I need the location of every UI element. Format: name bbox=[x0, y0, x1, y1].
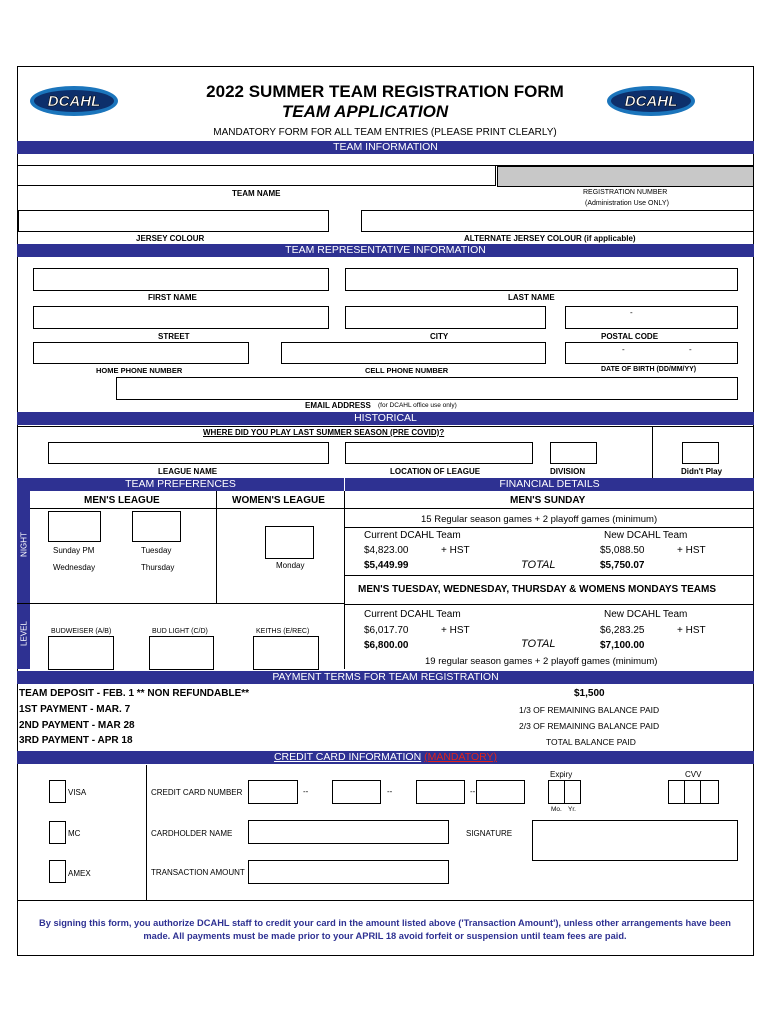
first-payment-label: 1ST PAYMENT - MAR. 7 bbox=[19, 704, 131, 715]
division-field[interactable] bbox=[550, 442, 597, 464]
amex-checkbox[interactable] bbox=[49, 860, 66, 883]
authorization-line-2: made. All payments must be made prior to your APRIL 18 avoid forfeit or suspension until team fees are paid. bbox=[143, 931, 627, 941]
tuesday-label: Tuesday bbox=[141, 546, 172, 555]
third-payment-desc: TOTAL BALANCE PAID bbox=[546, 737, 636, 747]
bud-light-label: BUD LIGHT (C/D) bbox=[152, 628, 208, 635]
divider bbox=[17, 603, 345, 604]
form-subtitle: TEAM APPLICATION bbox=[281, 102, 449, 121]
weekday-current-total: $6,800.00 bbox=[364, 640, 409, 651]
postal-code-field[interactable] bbox=[565, 306, 738, 329]
tuesday-checkbox[interactable] bbox=[132, 511, 181, 542]
weekday-new-team-label: New DCAHL Team bbox=[604, 609, 688, 620]
cell-phone-label: CELL PHONE NUMBER bbox=[365, 366, 449, 375]
league-name-field[interactable] bbox=[48, 442, 329, 464]
weekday-games-note: 19 regular season games + 2 playoff games (minimum) bbox=[425, 656, 658, 667]
sunday-current-hst: + HST bbox=[441, 545, 470, 556]
monday-checkbox[interactable] bbox=[265, 526, 314, 559]
weekday-new-price: $6,283.25 bbox=[600, 625, 645, 636]
divider bbox=[345, 527, 754, 528]
first-name-label: FIRST NAME bbox=[148, 293, 197, 302]
second-payment-desc: 2/3 OF REMAINING BALANCE PAID bbox=[519, 721, 660, 731]
budweiser-label: BUDWEISER (A/B) bbox=[51, 628, 112, 635]
location-of-league-field[interactable] bbox=[345, 442, 533, 464]
expiry-year-label: Yr. bbox=[568, 806, 576, 813]
card-dash-2: -- bbox=[387, 787, 393, 796]
section-payment-terms: PAYMENT TERMS FOR TEAM REGISTRATION bbox=[17, 671, 754, 684]
section-credit-card bbox=[17, 751, 754, 764]
level-label: LEVEL bbox=[19, 621, 29, 646]
home-phone-field[interactable] bbox=[33, 342, 249, 364]
card-number-label: CREDIT CARD NUMBER bbox=[151, 788, 243, 797]
email-field[interactable] bbox=[116, 377, 738, 400]
sunday-total-label: TOTAL bbox=[521, 559, 556, 571]
expiry-year-field[interactable] bbox=[564, 780, 581, 804]
divider bbox=[17, 508, 754, 509]
card-number-group-4[interactable] bbox=[476, 780, 525, 804]
bud-light-checkbox[interactable] bbox=[149, 636, 214, 670]
womens-league-label: WOMEN'S LEAGUE bbox=[232, 495, 325, 506]
divider bbox=[345, 575, 754, 576]
weekday-current-team-label: Current DCAHL Team bbox=[364, 609, 461, 620]
divider bbox=[344, 491, 345, 669]
sunday-new-price: $5,088.50 bbox=[600, 545, 645, 556]
dob-label: DATE OF BIRTH (DD/MM/YY) bbox=[601, 366, 697, 373]
wednesday-label: Wednesday bbox=[53, 563, 96, 572]
transaction-amount-label: TRANSACTION AMOUNT bbox=[151, 868, 245, 877]
weekday-current-price: $6,017.70 bbox=[364, 625, 409, 636]
mc-checkbox[interactable] bbox=[49, 821, 66, 844]
divider bbox=[17, 426, 754, 427]
third-payment-label: 3RD PAYMENT - APR 18 bbox=[19, 735, 133, 746]
cvv-digit-3[interactable] bbox=[700, 780, 719, 804]
sunday-new-team-label: New DCAHL Team bbox=[604, 530, 688, 541]
weekday-total-label: TOTAL bbox=[521, 638, 556, 650]
last-name-label: LAST NAME bbox=[508, 293, 555, 302]
sunday-current-team-label: Current DCAHL Team bbox=[364, 530, 461, 541]
card-dash-1: -- bbox=[303, 787, 309, 796]
signature-field[interactable] bbox=[532, 820, 738, 861]
email-note: (for DCAHL office use only) bbox=[378, 402, 457, 409]
night-label: NIGHT bbox=[19, 532, 29, 557]
historical-question: WHERE DID YOU PLAY LAST SUMMER SEASON (PRE COVID)? bbox=[203, 428, 445, 437]
card-number-group-3[interactable] bbox=[416, 780, 465, 804]
sunday-current-total: $5,449.99 bbox=[364, 560, 409, 571]
alt-jersey-colour-label: ALTERNATE JERSEY COLOUR (if applicable) bbox=[464, 234, 636, 243]
cvv-digit-1[interactable] bbox=[668, 780, 685, 804]
sunday-games-note: 15 Regular season games + 2 playoff games (minimum) bbox=[421, 514, 658, 525]
first-name-field[interactable] bbox=[33, 268, 329, 291]
amex-label: AMEX bbox=[68, 869, 91, 878]
second-payment-label: 2ND PAYMENT - MAR 28 bbox=[19, 720, 135, 731]
thursday-label: Thursday bbox=[141, 563, 175, 572]
league-name-label: LEAGUE NAME bbox=[158, 467, 218, 476]
visa-checkbox[interactable] bbox=[49, 780, 66, 803]
signature-label: SIGNATURE bbox=[466, 829, 513, 838]
monday-label: Monday bbox=[276, 561, 305, 570]
sunday-pm-checkbox[interactable] bbox=[48, 511, 101, 542]
dob-separator-1: - bbox=[622, 345, 625, 354]
mandatory-note: MANDATORY FORM FOR ALL TEAM ENTRIES (PLEASE PRINT CLEARLY) bbox=[213, 127, 557, 138]
jersey-colour-field[interactable] bbox=[18, 210, 329, 232]
first-payment-desc: 1/3 OF REMAINING BALANCE PAID bbox=[519, 705, 660, 715]
keiths-checkbox[interactable] bbox=[253, 636, 319, 670]
keiths-label: KEITHS (E/REC) bbox=[256, 628, 310, 635]
visa-label: VISA bbox=[68, 788, 87, 797]
division-label: DIVISION bbox=[550, 467, 586, 476]
credit-card-title: CREDIT CARD INFORMATION bbox=[273, 751, 422, 763]
jersey-colour-label: JERSEY COLOUR bbox=[136, 234, 205, 243]
street-field[interactable] bbox=[33, 306, 329, 329]
divider bbox=[652, 426, 653, 478]
logo-text: DCAHL bbox=[624, 93, 678, 110]
weekday-new-hst: + HST bbox=[677, 625, 706, 636]
mens-sunday-label: MEN'S SUNDAY bbox=[510, 495, 586, 506]
registration-number-label: REGISTRATION NUMBER bbox=[583, 189, 668, 196]
divider bbox=[345, 604, 754, 605]
registration-number-field bbox=[497, 166, 754, 187]
sunday-new-hst: + HST bbox=[677, 545, 706, 556]
cell-phone-field[interactable] bbox=[281, 342, 546, 364]
dcahl-logo-left bbox=[27, 80, 122, 120]
sunday-pm-label: Sunday PM bbox=[53, 546, 95, 555]
budweiser-checkbox[interactable] bbox=[48, 636, 114, 670]
admin-only-note: (Administration Use ONLY) bbox=[585, 200, 669, 207]
city-field[interactable] bbox=[345, 306, 546, 329]
didnt-play-label: Didn't Play bbox=[681, 467, 723, 476]
dob-separator-2: - bbox=[689, 345, 692, 354]
deposit-amount: $1,500 bbox=[574, 688, 605, 699]
weekday-current-hst: + HST bbox=[441, 625, 470, 636]
card-dash-3: -- bbox=[470, 787, 476, 796]
postal-code-label: POSTAL CODE bbox=[601, 332, 659, 341]
cvv-label: CVV bbox=[685, 770, 702, 779]
card-number-group-1[interactable] bbox=[248, 780, 298, 804]
deposit-label: TEAM DEPOSIT - FEB. 1 ** NON REFUNDABLE** bbox=[19, 688, 250, 699]
team-name-label: TEAM NAME bbox=[232, 189, 281, 198]
section-team-representative: TEAM REPRESENTATIVE INFORMATION bbox=[17, 244, 754, 257]
section-team-information: TEAM INFORMATION bbox=[17, 141, 754, 154]
cardholder-name-label: CARDHOLDER NAME bbox=[151, 829, 233, 838]
section-team-preferences: TEAM PREFERENCES bbox=[17, 478, 344, 491]
divider bbox=[146, 765, 147, 900]
expiry-month-label: Mo. bbox=[551, 806, 562, 813]
mens-league-label: MEN'S LEAGUE bbox=[84, 495, 160, 506]
mc-label: MC bbox=[68, 829, 81, 838]
cardholder-name-field[interactable] bbox=[248, 820, 449, 844]
sunday-new-total: $5,750.07 bbox=[600, 560, 645, 571]
card-number-group-2[interactable] bbox=[332, 780, 381, 804]
weekday-header: MEN'S TUESDAY, WEDNESDAY, THURSDAY & WOMENS MONDAYS TEAMS bbox=[358, 584, 716, 595]
transaction-amount-field[interactable] bbox=[248, 860, 449, 884]
alt-jersey-colour-field[interactable] bbox=[361, 210, 754, 232]
date-of-birth-field[interactable] bbox=[565, 342, 738, 364]
team-name-field[interactable] bbox=[18, 166, 496, 186]
form-title: 2022 SUMMER TEAM REGISTRATION FORM bbox=[206, 82, 564, 101]
street-label: STREET bbox=[158, 332, 190, 341]
cvv-digit-2[interactable] bbox=[684, 780, 701, 804]
last-name-field[interactable] bbox=[345, 268, 738, 291]
authorization-text bbox=[20, 917, 750, 943]
section-historical: HISTORICAL bbox=[17, 412, 754, 425]
authorization-line-1: By signing this form, you authorize DCAHL staff to credit your card in the amount listed above ('Transaction Amount'), unless other arrangements have been bbox=[39, 918, 731, 928]
location-label: LOCATION OF LEAGUE bbox=[390, 467, 481, 476]
postal-code-separator: - bbox=[630, 308, 633, 317]
section-financial-details: FINANCIAL DETAILS bbox=[345, 478, 754, 491]
didnt-play-checkbox[interactable] bbox=[682, 442, 719, 464]
logo-text: DCAHL bbox=[47, 93, 101, 110]
expiry-month-field[interactable] bbox=[548, 780, 565, 804]
credit-card-mandatory: (MANDATORY) bbox=[424, 751, 498, 763]
divider bbox=[17, 900, 754, 901]
expiry-label: Expiry bbox=[550, 770, 573, 779]
sunday-current-price: $4,823.00 bbox=[364, 545, 409, 556]
weekday-new-total: $7,100.00 bbox=[600, 640, 645, 651]
home-phone-label: HOME PHONE NUMBER bbox=[96, 366, 183, 375]
email-label: EMAIL ADDRESS bbox=[305, 401, 371, 410]
city-label: CITY bbox=[430, 332, 449, 341]
